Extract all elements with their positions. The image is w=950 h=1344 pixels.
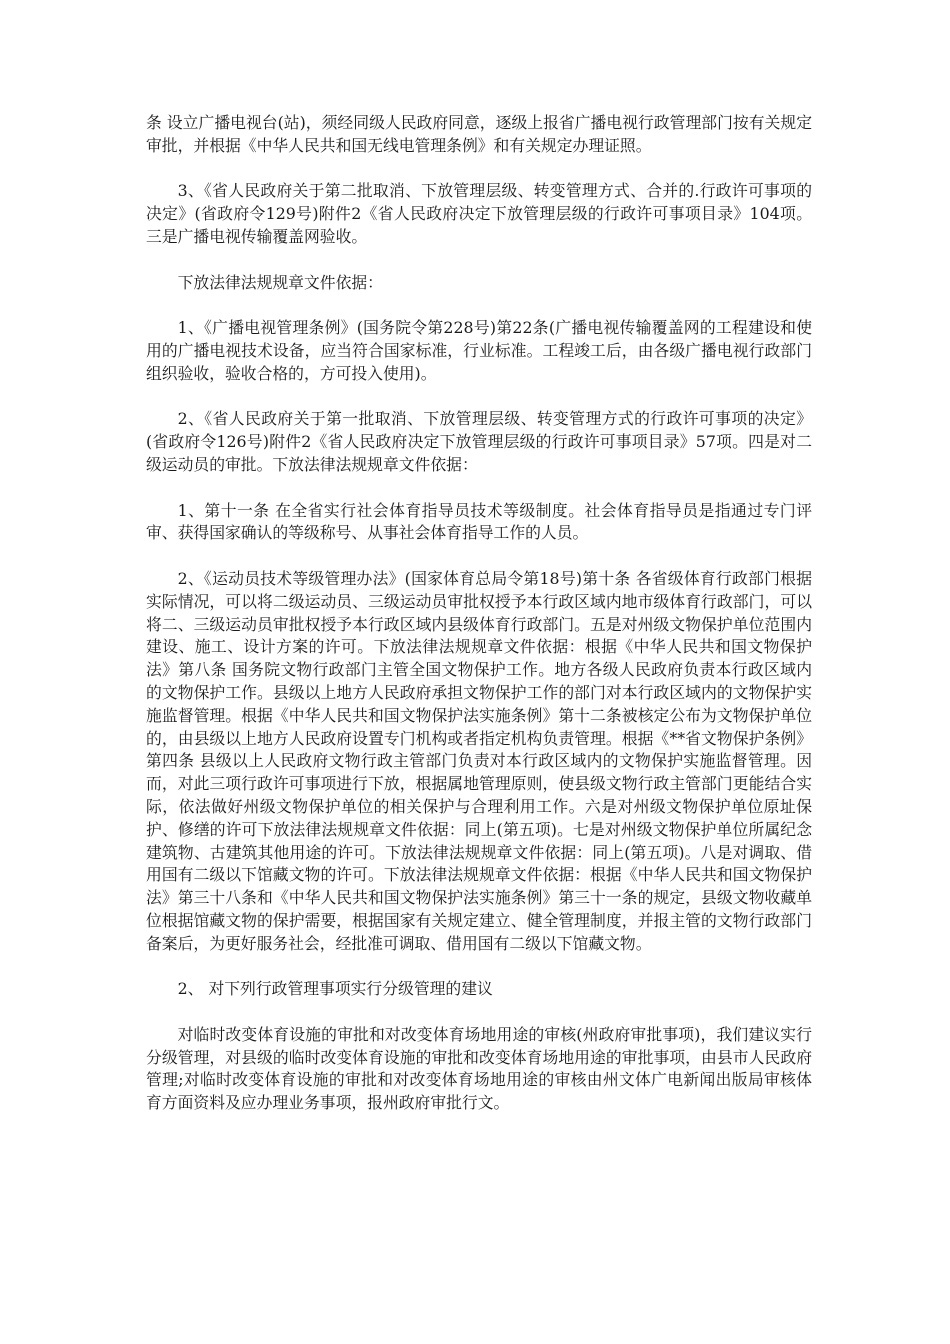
- paragraph-tiered-management-heading: 2、 对下列行政管理事项实行分级管理的建议: [177, 979, 493, 999]
- document-body: [146, 112, 812, 1138]
- paragraph-article-11: 1、第十一条 在全省实行社会体育指导员技术等级制度。社会体育指导员是指通过专门评审、获得国家确认的等级称号、从事社会体育指导工作的人员。: [146, 500, 812, 543]
- paragraph-radio-station-approval: 条 设立广播电视台(站)，须经同级人民政府同意，逐级上报省广播电视行政管理部门按有关规定审批，并根据《中华人民共和国无线电管理条例》和有关规定办理证照。: [146, 113, 812, 155]
- paragraph-broadcast-regulation: 1、《广播电视管理条例》(国务院令第228号)第22条(广播电视传输覆盖网的工程建设和使用的广播电视技术设备，应当符合国家标准，行业标准。工程竣工后，由各级广播电视行政部门组织验收，验收合格的，方可投入使用)。: [146, 318, 812, 383]
- paragraph-decree-129: 3、《省人民政府关于第二批取消、下放管理层级、转变管理方式、合并的.行政许可事项的决定》(省政府令129号)附件2《省人民政府决定下放管理层级的行政许可事项目录》104项。三是广播电视传输覆盖网验收。: [146, 181, 812, 246]
- paragraph-sports-facility-proposal: 对临时改变体育设施的审批和对改变体育场地用途的审核(州政府审批事项)，我们建议实行分级管理，对县级的临时改变体育设施的审批和改变体育场地用途的审批事项，由县市人民政府管理;对临时改变体育设施的审批和对改变体育场地用途的审核由州文体广电新闻出版局审核体育方面资料及应办理业务事项，报州政府审批行文。: [146, 1024, 812, 1113]
- paragraph-basis-heading: 下放法律法规规章文件依据：: [177, 272, 383, 292]
- paragraph-athlete-rules: 2、《运动员技术等级管理办法》(国家体育总局令第18号)第十条 各省级体育行政部门根据实际情况，可以将二级运动员、三级运动员审批权授予本行政区域内地市级体育行政部门，可以将二、三级运动员审批权授予本行政区域内县级体育行政部门。五是对州级文物保护单位范围内建设、施工、设计方案的许可。下放法律法规规章文件依据：根据《中华人民共和国文物保护法》第八条 国务院文物行政部门主管全国文物保护工作。地方各级人民政府负责本行政区域内的文物保护工作。县级以上地方人民政府承担文物保护工作的部门对本行政区域内的文物保护实施监督管理。根据《中华人民共和国文物保护法实施条例》第十二条被核定公布为文物保护单位的，由县级以上地方人民政府设置专门机构或者指定机构负责管理。根据《**省文物保护条例》第四条 县级以上人民政府文物行政主管部门负责对本行政区域内的文物保护实施监督管理。因而，对此三项行政许可事项进行下放，根据属地管理原则，使县级文物行政主管部门更能结合实际，依法做好州级文物保护单位的相关保护与合理利用工作。六是对州级文物保护单位原址保护、修缮的许可下放法律法规规章文件依据：同上(第五项)。七是对州级文物保护单位所属纪念建筑物、古建筑其他用途的许可。下放法律法规规章文件依据：同上(第五项)。八是对调取、借用国有二级以下馆藏文物的许可。下放法律法规规章文件依据：根据《中华人民共和国文物保护法》第三十八条和《中华人民共和国文物保护法实施条例》第三十一条的规定，县级文物收藏单位根据馆藏文物的保护需要，根据国家有关规定建立、健全管理制度，并报主管的文物行政部门备案后，为更好服务社会，经批准可调取、借用国有二级以下馆藏文物。: [146, 568, 812, 953]
- paragraph-decree-126: 2、《省人民政府关于第一批取消、下放管理层级、转变管理方式的行政许可事项的决定》(省政府令126号)附件2《省人民政府决定下放管理层级的行政许可事项目录》57项。四是对二级运动员的审批。下放法律法规规章文件依据：: [146, 409, 812, 474]
